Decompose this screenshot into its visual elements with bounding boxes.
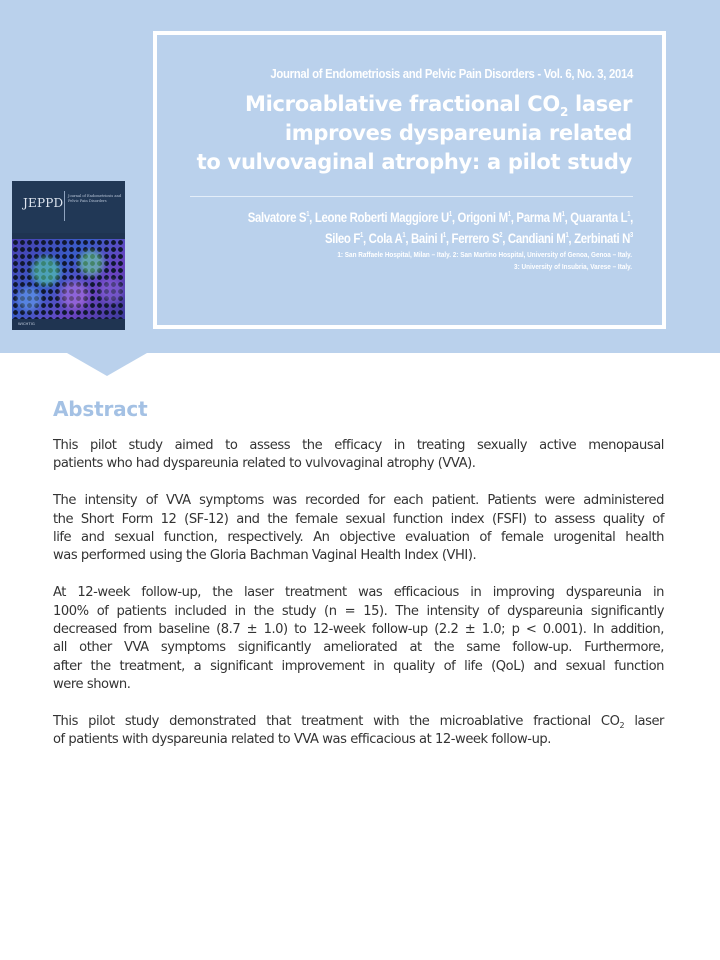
text-line: all other VVA symptoms significantly ameliorated at the same follow-up. Furthermore, bbox=[53, 640, 664, 656]
text-line: The intensity of VVA symptoms was recorded for each patient. Patients were administered bbox=[53, 493, 664, 509]
affiliations bbox=[72, 249, 632, 272]
text-line: were shown. bbox=[53, 677, 131, 693]
title-divider bbox=[190, 196, 633, 197]
text-line: At 12-week follow-up, the laser treatment was efficacious in improving dyspareunia in bbox=[53, 585, 664, 601]
abstract-paragraph-3 bbox=[53, 584, 664, 694]
affiliation-line-2: 3: University of Insubria, Varese – Italy. bbox=[514, 261, 632, 271]
text-line: decreased from baseline (8.7 ± 1.0) to 12-week follow-up (2.2 ± 1.0; p < 0.001). In addition, bbox=[53, 622, 664, 638]
text-line: after the treatment, a significant improvement in quality of life (QoL) and sexual function bbox=[53, 658, 664, 674]
title-line-1: Microablative fractional $CO_2$ laser bbox=[245, 92, 632, 119]
cover-publisher: WICHTIG bbox=[18, 321, 35, 326]
text-line: patients who had dyspareunia related to vulvovaginal atrophy (VVA). bbox=[53, 456, 476, 472]
text-line: life and sexual function, respectively. An objective evaluation of female urogenital health bbox=[53, 530, 664, 546]
text-line: was performed using the Gloria Bachman Vaginal Health Index (VHI). bbox=[53, 548, 477, 564]
abstract-paragraph-2 bbox=[53, 492, 664, 566]
authors-line-1: Salvatore $S^1$, Leone Roberti Maggiore $U^1$, Origoni $M^1$, Parma $M^1$, Quaranta $L^1$, bbox=[247, 210, 633, 225]
authors-line-2: Sileo $F^1$, Cola $A^1$, Baini $I^1$, Ferrero $S^2$, Candiani $M^1$, Zerbinati $N^3$ bbox=[324, 231, 633, 246]
journal-citation: Journal of Endometriosis and Pelvic Pain Disorders - Vol. 6, No. 3, 2014 bbox=[270, 66, 633, 81]
article-title bbox=[72, 90, 632, 177]
abstract-body bbox=[53, 437, 664, 768]
text-line: 100% of patients included in the study (n = 15). The intensity of dyspareunia significantly bbox=[53, 603, 664, 619]
abstract-paragraph-4 bbox=[53, 713, 664, 750]
title-line-3: to vulvovaginal atrophy: a pilot study bbox=[196, 150, 632, 174]
text-line: of patients with dyspareunia related to VVA was efficacious at 12-week follow-up. bbox=[53, 732, 551, 748]
text-line: the Short Form 12 (SF-12) and the female sexual function index (FSFI) to assess quality of bbox=[53, 511, 664, 527]
author-list bbox=[73, 207, 633, 249]
title-line-2: improves dyspareunia related bbox=[284, 121, 632, 145]
abstract-paragraph-1 bbox=[53, 437, 664, 474]
cover-journal-name: Journal of Endometriosis and Pelvic Pain Disorders bbox=[68, 194, 122, 203]
down-arrow-pointer bbox=[67, 353, 147, 376]
affiliation-line-1: 1: San Raffaele Hospital, Milan – Italy. 2: San Martino Hospital, University of Genoa, Genoa – Italy. bbox=[337, 250, 632, 259]
cover-divider bbox=[64, 191, 65, 221]
abstract-heading: Abstract bbox=[53, 397, 148, 421]
cover-acronym: JEPPD bbox=[23, 196, 64, 210]
text-line: This pilot study aimed to assess the efficacy in treating sexually active menopausal bbox=[53, 438, 664, 453]
text-line: This pilot study demonstrated that treatment with the microablative fractional $CO_2$ laser bbox=[53, 714, 664, 731]
